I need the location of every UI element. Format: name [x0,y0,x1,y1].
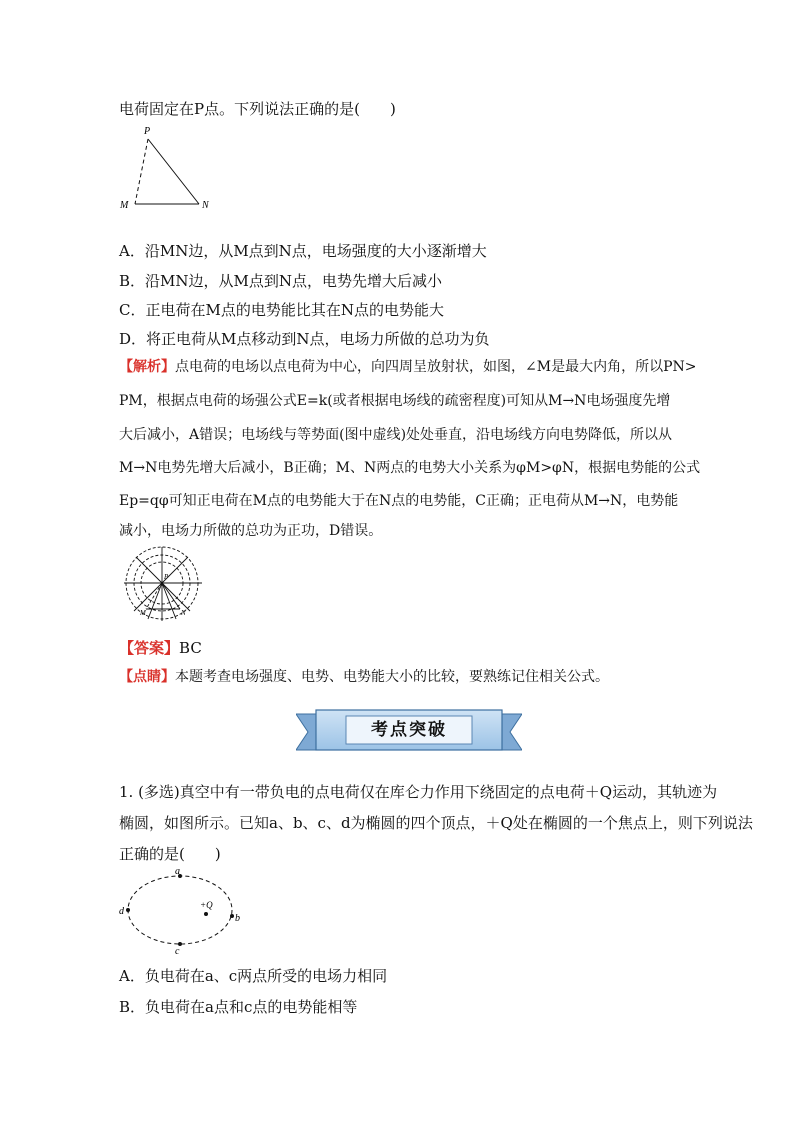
answer-tag: 【答案】 [119,639,180,657]
orbit-ellipse [128,876,232,944]
field-label-p: P [164,573,169,581]
triangle-side-pm [135,139,148,204]
analysis-line-1 [119,357,696,377]
option-b: B．沿MN边，从M点到N点，电势先增大后减小 [119,272,442,290]
label-q: +Q [200,900,213,910]
charge-q [204,912,208,916]
analysis-line-3: 大后减小，A错误；电场线与等势面(图中虚线)处处垂直，沿电场线方向电势降低，所以从 [119,427,673,443]
banner-title: 考点突破 [371,720,447,740]
field-label-m: M [140,609,146,617]
label-b: b [235,913,240,924]
vertex-d [126,908,130,912]
note-tag: 【点睛】 [119,669,175,685]
vertex-b [230,914,234,918]
triangle-label-m: M [120,200,129,211]
label-c: c [175,946,180,956]
triangle-label-p: P [144,126,151,137]
analysis-line-4: M→N电势先增大后减小，B正确；M、N两点的电势大小关系为φM>φN，根据电势能的公式 [119,460,701,476]
note-text: 本题考查电场强度、电势、电势能大小的比较，要熟练记住相关公式。 [175,669,609,685]
question2-option-a: A．负电荷在a、c两点所受的电场力相同 [119,967,388,985]
triangle-label-n: N [202,200,209,211]
option-c: C．正电荷在M点的电势能比其在N点的电势能大 [119,301,444,319]
option-a: A．沿MN边，从M点到N点，电场强度的大小逐渐增大 [119,242,487,260]
answer-value: BC [179,639,202,657]
analysis-line-2: PM，根据点电荷的场强公式E=k(或者根据电场线的疏密程度)可知从M→N电场强度先增 [119,393,671,409]
field-lines-figure [118,545,218,627]
triangle-side-pn [148,139,199,204]
question2-line-2: 椭圆，如图所示。已知a、b、c、d为椭圆的四个顶点，＋Q处在椭圆的一个焦点上，则下列说法 [119,814,753,832]
question2-line-1: 1. (多选)真空中有一带负电的点电荷仅在库仑力作用下绕固定的点电荷＋Q运动，其轨迹为 [119,783,718,801]
field-line-d4 [148,583,162,619]
analysis-line-6: 减小，电场力所做的总功为正功，D错误。 [119,523,383,539]
answer-line [119,638,202,658]
ellipse-figure [118,866,248,956]
analysis-tag: 【解析】 [119,359,175,375]
note-line [119,667,609,687]
label-d: d [119,906,124,917]
section-banner [296,706,522,758]
label-a: a [175,866,180,877]
option-d: D．将正电荷从M点移动到N点，电场力所做的总功为负 [119,330,490,348]
field-label-n: N [181,609,186,617]
question2-line-3: 正确的是( ) [119,845,221,863]
triangle-figure [118,123,218,215]
analysis-line-5: Ep=qφ可知正电荷在M点的电势能大于在N点的电势能，C正确；正电荷从M→N，电势能 [119,493,679,509]
question2-option-b: B．负电荷在a点和c点的电势能相等 [119,998,358,1016]
analysis-text-1: 点电荷的电场以点电荷为中心，向四周呈放射状，如图，∠M是最大内角，所以PN> [175,359,697,375]
field-line-d3 [162,583,176,619]
intro-line: 电荷固定在P点。下列说法正确的是( ) [119,100,396,118]
